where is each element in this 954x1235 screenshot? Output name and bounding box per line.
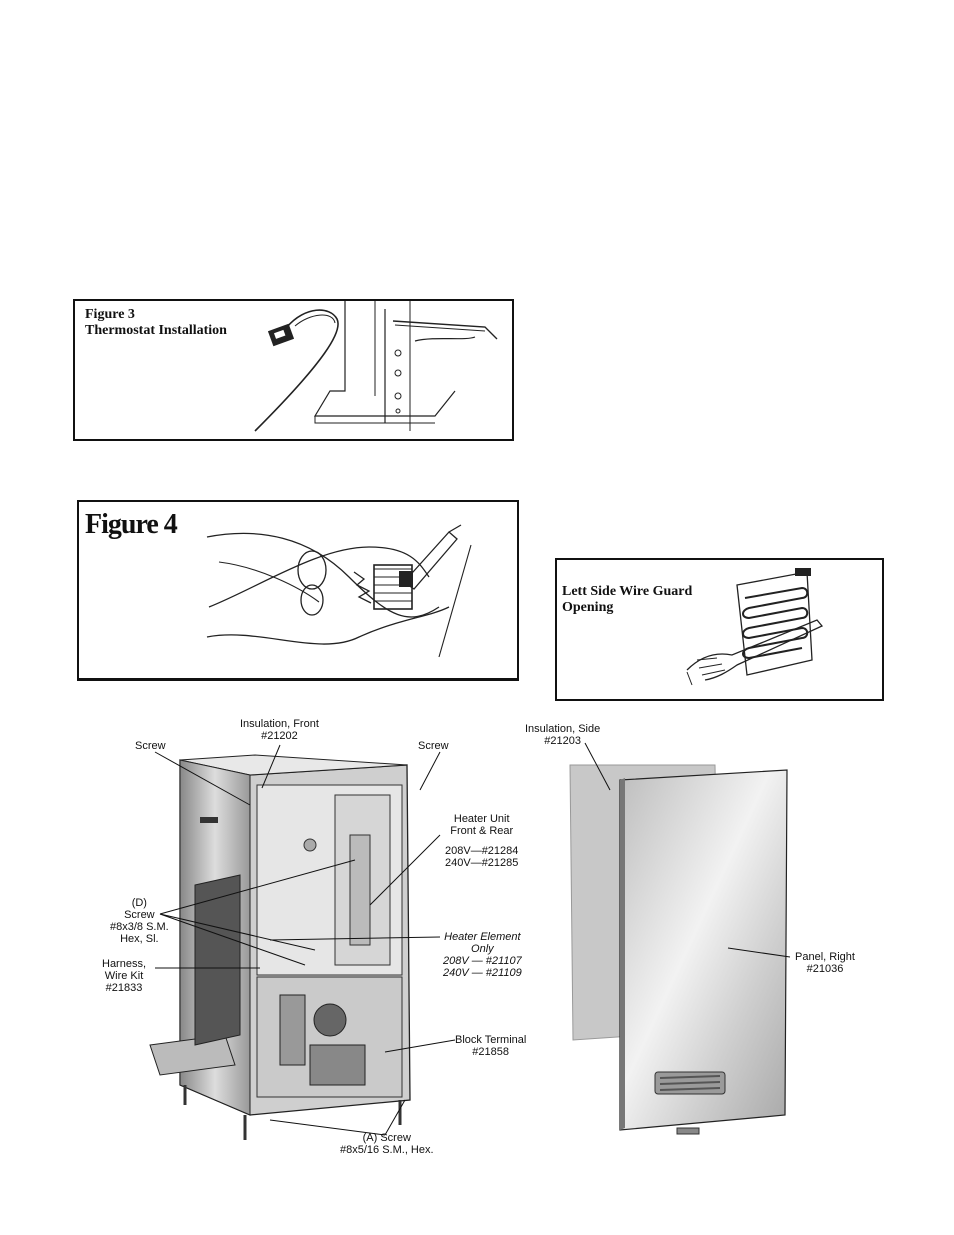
figure-4-title: Figure 4 xyxy=(85,509,177,540)
panel-right-label: Panel, Right #21036 xyxy=(795,951,855,975)
screw-right-label: Screw xyxy=(418,740,449,752)
a-screw-label: (A) Screw #8x5/16 S.M., Hex. xyxy=(340,1132,434,1156)
plug-wire-illustration xyxy=(199,507,499,677)
harness-label: Harness, Wire Kit #21833 xyxy=(102,958,147,994)
figure-3-title: Figure 3 xyxy=(85,307,135,322)
heater-element-label: Heater Element Only 208V — #21107 240V — #21109 xyxy=(443,931,522,979)
block-terminal-label: Block Terminal #21858 xyxy=(455,1034,527,1058)
wire-guard-illustration xyxy=(677,560,837,700)
insulation-front-label: Insulation, Front #21202 xyxy=(240,718,319,742)
side-panel-illustration xyxy=(565,760,805,1140)
thermostat-illustration xyxy=(235,301,515,441)
cabinet-illustration xyxy=(145,745,425,1145)
wire-guard-box xyxy=(555,558,884,701)
wire-guard-caption-line1: Lett Side Wire Guard xyxy=(562,584,693,599)
figure-4-box xyxy=(77,500,519,681)
heater-unit-label: Heater Unit Front & Rear 208V—#21284 240V—#21285 xyxy=(445,813,519,869)
figure-3-subtitle: Thermostat Installation xyxy=(85,323,227,338)
wire-guard-caption-line2: Opening xyxy=(562,600,614,615)
insulation-side-label: Insulation, Side #21203 xyxy=(525,723,601,747)
figure-3-box xyxy=(73,299,514,441)
d-screw-label: (D) Screw #8x3/8 S.M. Hex, Sl. xyxy=(110,897,169,945)
screw-left-label: Screw xyxy=(135,740,166,752)
